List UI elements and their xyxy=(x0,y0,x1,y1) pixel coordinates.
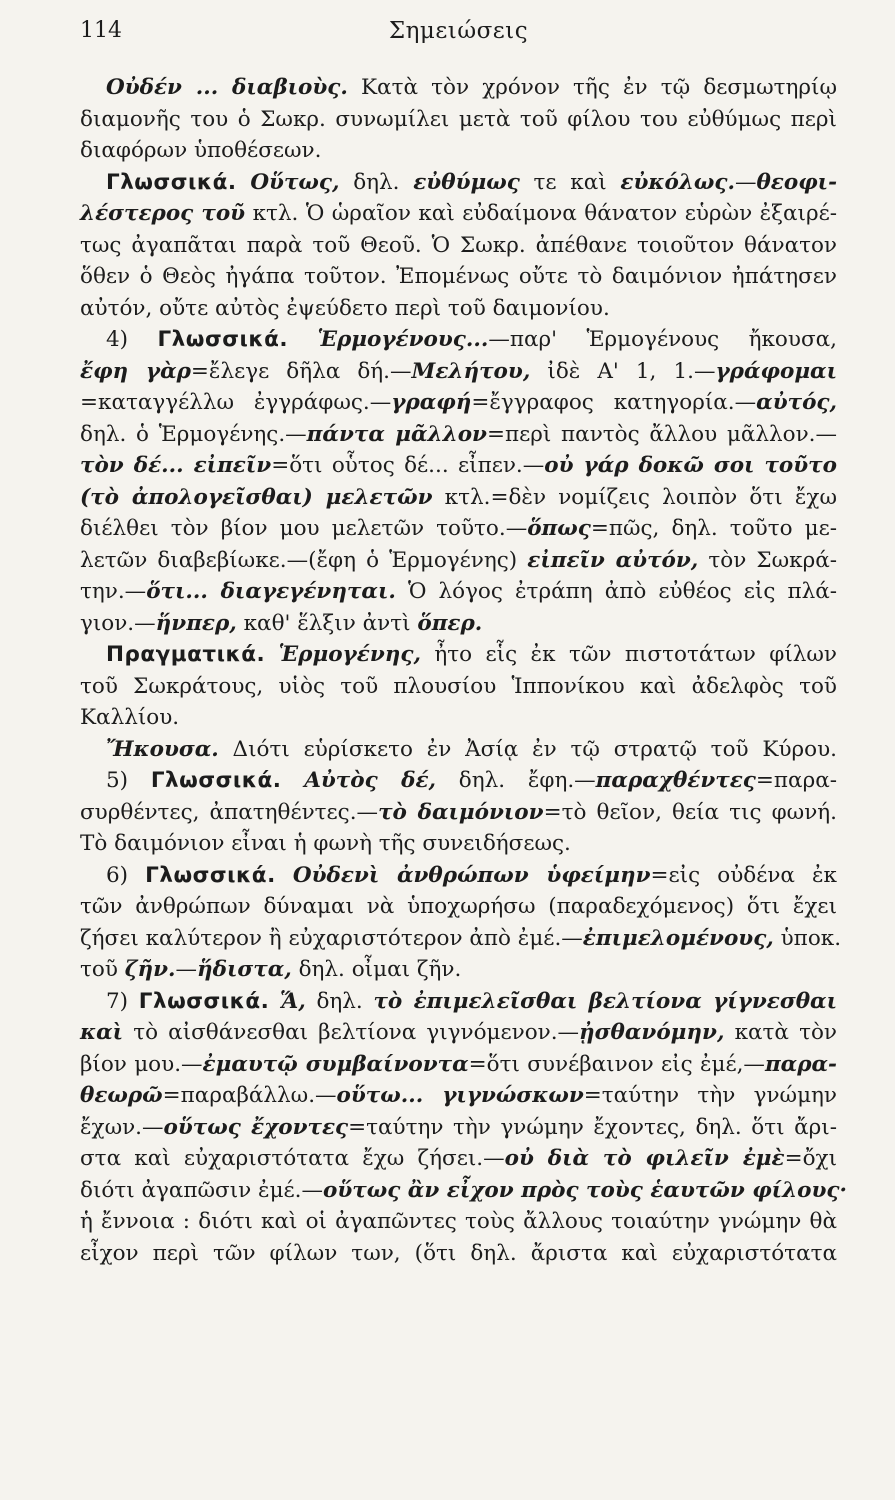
text-line xyxy=(80,702,837,734)
text-line xyxy=(80,482,837,514)
gloss-text: τὸ αἰσθάνεσθαι βελτίονα γιγνόμενον.— xyxy=(123,1020,580,1045)
lemma: ὅπερ. xyxy=(417,610,483,636)
text-line xyxy=(80,293,837,325)
notes-body xyxy=(80,72,847,1269)
gloss-text: =ταύτην τὴν γνώμην xyxy=(583,1083,837,1108)
text-line xyxy=(80,545,837,577)
lemma: Οὐδέν ... διαβιοὺς. xyxy=(106,75,348,100)
gloss-text: διαφόρων ὑποθέσεων. xyxy=(80,138,322,163)
gloss-text: δηλ. ὁ Ἑρμογένης.— xyxy=(80,421,307,447)
gloss-text: τὸν Σωκρά- xyxy=(698,547,837,573)
text-line xyxy=(80,1206,837,1238)
gloss-text: την.— xyxy=(80,579,147,604)
text-line xyxy=(80,1112,837,1144)
text-line xyxy=(80,72,837,104)
text-line xyxy=(80,828,837,860)
gloss-text: — xyxy=(734,169,757,195)
gloss-text: δηλ. ἔφη.— xyxy=(436,768,596,793)
gloss-text xyxy=(237,170,251,195)
gloss-text: τε καὶ xyxy=(519,169,621,195)
text-line xyxy=(80,734,837,766)
lemma: οὐ γάρ δοκῶ σοι τοῦτο xyxy=(544,453,837,478)
section-heading: Γλωσσικά. xyxy=(145,862,276,888)
gloss-text: 7) xyxy=(106,988,139,1014)
gloss-text: κτλ. Ὁ ὡραῖον καὶ εὐδαίμονα θάνατον εὑρὼν ἐξαιρέ- xyxy=(245,201,837,226)
gloss-text: =ὅτι οὗτος δέ... εἶπεν.— xyxy=(271,453,545,478)
lemma: θεωρῶ xyxy=(80,1083,163,1108)
lemma: ζῆν. xyxy=(124,957,176,982)
gloss-text: =τὸ θεῖον, θεία τις φωνή. xyxy=(543,799,837,825)
gloss-text: κατὰ τὸν xyxy=(724,1020,837,1045)
gloss-text xyxy=(269,989,280,1014)
gloss-text xyxy=(281,768,304,793)
text-line xyxy=(80,450,837,482)
gloss-text: —παρ' Ἑρμογένους ἤκουσα, xyxy=(488,327,837,352)
section-heading: Γλωσσικά. xyxy=(138,988,270,1014)
lemma: οὐ διὰ τὸ φιλεῖν ἐμὲ xyxy=(504,1146,785,1171)
text-line xyxy=(80,891,837,923)
text-line xyxy=(80,1080,837,1112)
gloss-text: — xyxy=(175,957,198,982)
gloss-text xyxy=(276,863,293,888)
text-line xyxy=(80,324,837,356)
lemma: εὐθύμως xyxy=(413,169,520,195)
section-heading: Γλωσσικά. xyxy=(106,169,237,195)
lemma: γραφή xyxy=(391,390,472,415)
text-line xyxy=(80,797,837,829)
gloss-text: ὑποκ. xyxy=(773,925,842,951)
text-line xyxy=(80,167,837,199)
lemma: εἰπεῖν αὐτόν, xyxy=(527,547,699,573)
lemma: Ἤκουσα. xyxy=(106,736,219,762)
gloss-text: λετῶν διαβεβίωκε.—(ἔφη ὁ Ἑρμογένης) xyxy=(80,547,528,573)
lemma: Ἑρμογένους... xyxy=(317,327,489,352)
lemma: οὕτως ἂν εἶχον πρὸς τοὺς ἑαυτῶν φίλους· xyxy=(323,1177,847,1203)
gloss-text: =ἔλεγε δῆλα δή.— xyxy=(190,358,412,384)
gloss-text: βίον μου.— xyxy=(80,1051,203,1077)
text-line xyxy=(80,923,842,955)
lemma: ὅτι... διαγεγένηται. xyxy=(146,579,396,604)
lemma: Ἅ, xyxy=(280,988,306,1014)
lemma: λέστερος τοῦ xyxy=(80,201,246,226)
gloss-text xyxy=(288,327,317,352)
gloss-text: διέλθει τὸν βίον μου μελετῶν τοῦτο.— xyxy=(80,516,528,541)
gloss-text: κτλ.=δὲν νομίζεις λοιπὸν ὅτι ἔχω xyxy=(432,484,837,510)
lemma: Αὐτὸς δέ, xyxy=(304,768,437,793)
gloss-text: 4) xyxy=(106,327,158,352)
gloss-text: δηλ. xyxy=(305,988,374,1014)
text-line xyxy=(80,261,837,293)
gloss-text: δηλ. οἶμαι ζῆν. xyxy=(291,957,462,982)
text-line xyxy=(80,356,837,388)
lemma: Οὐδενὶ ἀνθρώπων ὑφείμην xyxy=(292,862,651,888)
lemma: θεοφι- xyxy=(756,169,837,195)
lemma: γράφομαι xyxy=(715,358,837,384)
lemma: (τὸ ἀπολογεῖσθαι) μελετῶν xyxy=(80,484,433,510)
text-line xyxy=(80,860,837,892)
text-line xyxy=(80,639,837,671)
lemma: Ἑρμογένης, xyxy=(278,642,421,667)
gloss-text: ὅθεν ὁ Θεὸς ἠγάπα τοῦτον. Ἐπομένως οὔτε τὸ δαιμόνιον ἠπάτησεν xyxy=(80,264,837,289)
section-heading: Πραγματικά. xyxy=(106,642,266,667)
gloss-text: τοῦ Σωκράτους, υἱὸς τοῦ πλουσίου Ἱππονίκου καὶ ἀδελφὸς τοῦ xyxy=(80,673,837,699)
gloss-text: Τὸ δαιμόνιον εἶναι ἡ φωνὴ τῆς συνειδήσεως. xyxy=(80,831,571,856)
lemma: ἥδιστα, xyxy=(197,957,292,982)
gloss-text: Ὁ λόγος ἐτράπη ἀπὸ εὐθέος εἰς πλά- xyxy=(395,579,837,604)
lemma: ἐπιμελομένους, xyxy=(582,925,774,951)
gloss-text: Καλλίου. xyxy=(80,705,180,730)
text-line xyxy=(80,986,837,1018)
page-number: 114 xyxy=(80,18,122,43)
gloss-text: καθ' ἕλξιν ἀντὶ xyxy=(236,610,418,636)
section-heading: Γλωσσικά. xyxy=(150,768,282,793)
lemma: καὶ xyxy=(80,1020,124,1045)
gloss-text: συρθέντες, ἀπατηθέντες.— xyxy=(80,799,379,825)
gloss-text: 5) xyxy=(106,768,151,793)
section-heading: Γλωσσικά. xyxy=(157,327,289,352)
gloss-text xyxy=(265,642,278,667)
text-line xyxy=(80,135,837,167)
gloss-text: 6) xyxy=(106,862,146,888)
gloss-text: διότι ἀγαπῶσιν ἐμέ.— xyxy=(80,1177,324,1203)
text-line xyxy=(80,608,837,640)
lemma: παραχθέντες xyxy=(595,768,756,793)
gloss-text: =παραβάλλω.— xyxy=(162,1083,337,1108)
lemma: τὸν δέ... εἰπεῖν xyxy=(80,453,272,478)
gloss-text: αὐτόν, οὔτε αὐτὸς ἐψεύδετο περὶ τοῦ δαιμονίου. xyxy=(80,295,610,321)
lemma: ἐμαυτῷ συμβαίνοντα xyxy=(202,1051,469,1077)
lemma: οὕτω... γιγνώσκων xyxy=(336,1083,584,1108)
gloss-text: Διότι εὑρίσκετο ἐν Ἀσίᾳ ἐν τῷ στρατῷ τοῦ Κύρου. xyxy=(218,736,837,762)
gloss-text: ἡ ἔννοια : διότι καὶ οἱ ἀγαπῶντες τοὺς ἄλλους τοιαύτην γνώμην θὰ xyxy=(80,1209,837,1234)
text-line xyxy=(80,1175,847,1207)
text-line xyxy=(80,230,837,262)
gloss-text: στα καὶ εὐχαριστότατα ἔχω ζήσει.— xyxy=(80,1146,505,1171)
lemma: Οὕτως, xyxy=(250,169,340,195)
gloss-text: τῶν ἀνθρώπων δύναμαι νὰ ὑποχωρήσω (παραδεχόμενος) ὅτι ἔχει xyxy=(80,894,837,919)
text-line xyxy=(80,1049,837,1081)
gloss-text: =πῶς, δηλ. τοῦτο με- xyxy=(590,516,837,541)
lemma: εὐκόλως. xyxy=(620,169,735,195)
text-line xyxy=(80,576,837,608)
gloss-text: =καταγγέλλω ἐγγράφως.— xyxy=(80,390,392,415)
gloss-text: ζήσει καλύτερον ἢ εὐχαριστότερον ἀπὸ ἐμέ.— xyxy=(80,925,583,951)
text-line xyxy=(80,387,837,419)
gloss-text: τως ἀγαπᾶται παρὰ τοῦ Θεοῦ. Ὁ Σωκρ. ἀπέθανε τοιοῦτον θάνατον xyxy=(80,232,837,258)
text-line xyxy=(80,671,837,703)
text-line xyxy=(80,1143,837,1175)
gloss-text: ἦτο εἷς ἐκ τῶν πιστοτάτων φίλων xyxy=(420,642,837,667)
gloss-text: εἶχον περὶ τῶν φίλων των, (ὅτι δηλ. ἄριστα καὶ εὐχαριστότατα xyxy=(80,1240,837,1266)
text-line xyxy=(80,198,837,230)
text-line xyxy=(80,513,837,545)
lemma: τὸ ἐπιμελεῖσθαι βελτίονα γίγνεσθαι xyxy=(373,988,837,1014)
lemma: παρα- xyxy=(764,1051,837,1077)
text-line xyxy=(80,954,837,986)
gloss-text: Κατὰ τὸν χρόνον τῆς ἐν τῷ δεσμωτηρίῳ xyxy=(347,75,837,100)
text-line xyxy=(80,1017,837,1049)
lemma: τὸ δαιμόνιον xyxy=(378,799,544,825)
gloss-text: =ὄχι xyxy=(784,1146,837,1171)
gloss-text: δηλ. xyxy=(339,169,414,195)
text-line xyxy=(80,765,837,797)
gloss-text: =ὅτι συνέβαινον εἰς ἐμέ,— xyxy=(468,1051,765,1077)
lemma: ἥνπερ, xyxy=(155,610,237,636)
lemma: ἔφη γὰρ xyxy=(80,358,191,384)
gloss-text: γιον.— xyxy=(80,610,156,636)
gloss-text: =ταύτην τὴν γνώμην ἔχοντες, δηλ. ὅτι ἄρι- xyxy=(348,1114,837,1140)
gloss-text: =παρα- xyxy=(755,768,837,793)
gloss-text: =περὶ παντὸς ἄλλου μᾶλλον.— xyxy=(486,421,838,447)
lemma: οὕτως ἔχοντες xyxy=(163,1114,349,1140)
text-line xyxy=(80,1238,837,1270)
gloss-text: τοῦ xyxy=(80,957,125,982)
gloss-text: =εἰς οὐδένα ἐκ xyxy=(650,862,837,888)
lemma: πάντα μᾶλλον xyxy=(306,421,487,447)
gloss-text: διαμονῆς του ὁ Σωκρ. συνωμίλει μετὰ τοῦ φίλου του εὐθύμως περὶ xyxy=(80,106,837,132)
page-header xyxy=(80,0,837,44)
text-line xyxy=(80,104,837,136)
lemma: ᾐσθανόμην, xyxy=(579,1020,725,1045)
running-head: Σημειώσεις xyxy=(388,18,529,44)
gloss-text: ἰδὲ Α' 1, 1.— xyxy=(530,358,716,384)
lemma: ὅπως xyxy=(527,516,591,541)
lemma: Μελήτου, xyxy=(411,358,531,384)
gloss-text: =ἔγγραφος κατηγορία.— xyxy=(471,390,757,415)
text-line xyxy=(80,419,837,451)
lemma: αὐτός, xyxy=(756,390,838,415)
gloss-text: ἔχων.— xyxy=(80,1114,164,1140)
